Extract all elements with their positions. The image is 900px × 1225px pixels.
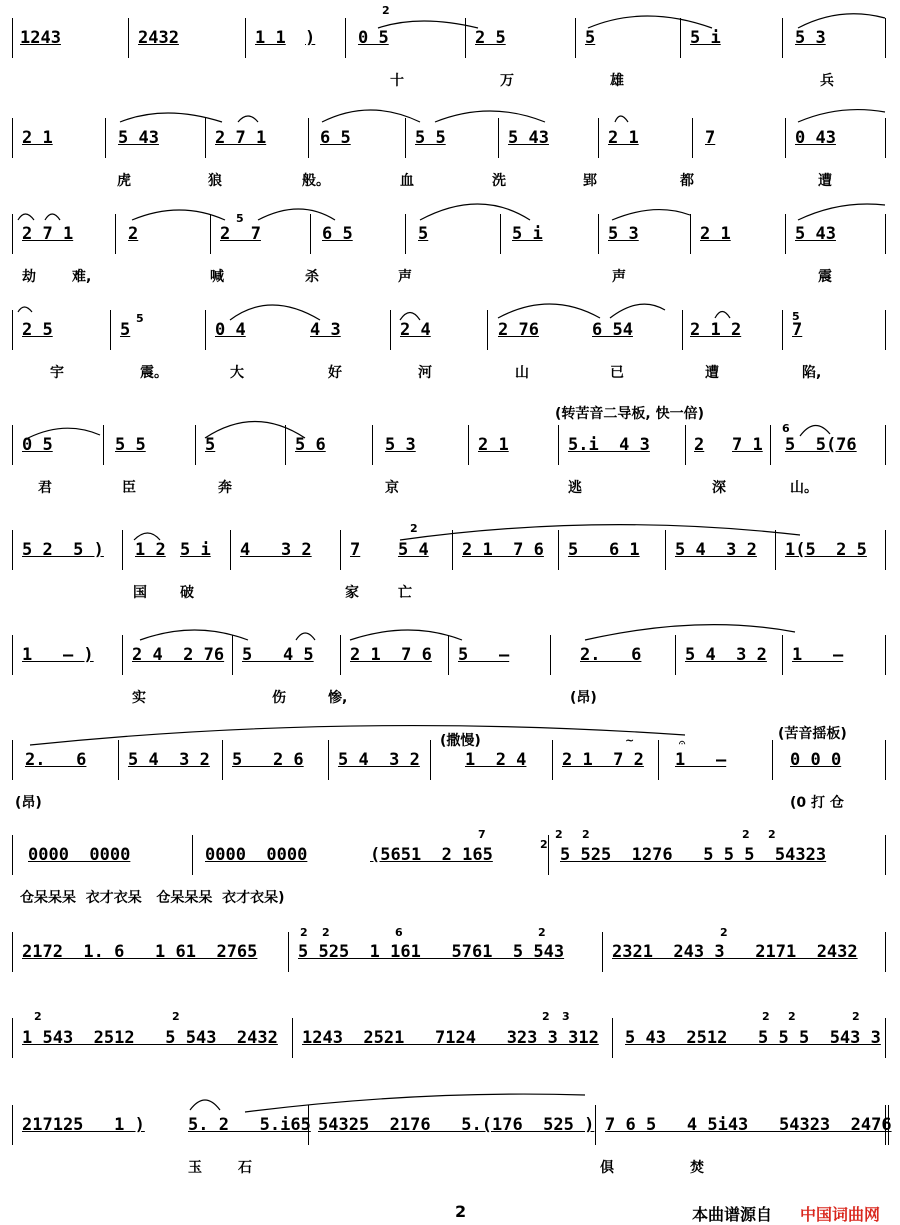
lyric: 难, [72,269,92,285]
notation-group: 2 4 2 76 [132,645,225,665]
notation-group: ) [305,28,316,48]
lyric: 山 [515,365,529,381]
grace-note: 2 [540,838,548,851]
lyric: 大 [230,365,244,381]
bar-line [692,118,693,158]
lyric: 都 [680,173,694,189]
grace-note: 2 [34,1010,42,1023]
bar-line [552,740,553,780]
bar-line [885,214,886,254]
bar-line [122,530,123,570]
notation-group: 1(5 2 5 [785,540,867,560]
grace-note: 2 [172,1010,180,1023]
notation-group: 5 – [458,645,510,665]
bar-line [345,18,346,58]
lyric: 洗 [492,173,506,189]
bar-line [685,425,686,465]
notation-group: 2321 243 3 2171 2432 [612,942,858,962]
bar-line [12,425,13,465]
bar-line [885,118,886,158]
notation-group: (5651 2 165 [370,845,493,865]
lyric: 河 [418,365,432,381]
bar-line [115,214,116,254]
tempo-annotation: (苦音揺板) [778,726,847,742]
notation-group: 2 5 [22,320,53,340]
lyric: 破 [180,585,194,601]
notation-group: 4 3 [310,320,341,340]
notation-group: 2 [694,435,705,455]
bar-line [12,932,13,972]
notation-group: 0 43 [795,128,836,148]
page-number: 2 [455,1202,467,1221]
notation-group: 0 0 0 [790,750,842,770]
notation-group: 0000 0000 [205,845,308,865]
lyric: 逃 [568,480,582,496]
notation-group: 1 – ) [22,645,94,665]
lyric: 遭 [705,365,719,381]
bar-line [12,740,13,780]
bar-line [782,18,783,58]
notation-group: 0000 0000 [28,845,131,865]
notation-group: 1243 [20,28,61,48]
notation-group: 5 [205,435,216,455]
bar-line [195,425,196,465]
bar-line [110,310,111,350]
bar-line [232,635,233,675]
notation-group: 5. 2 5.i65 [188,1115,311,1135]
bar-line [12,530,13,570]
lyric: 狼 [208,173,222,189]
bar-line [122,635,123,675]
bar-line [465,18,466,58]
grace-note: 2 [542,1010,550,1023]
notation-group: 5 43 2512 5 5 5 543 3 [625,1028,881,1048]
bar-line [372,425,373,465]
notation-group: 2 1 7 6 [350,645,432,665]
bar-line [885,310,886,350]
bar-line [405,118,406,158]
notation-group: 1 1 [255,28,286,48]
lyric: 山。 [790,480,818,496]
bar-line [885,835,886,875]
grace-note: 2 [300,926,308,939]
notation-group: 2 1 7 6 [462,540,544,560]
notation-group: 5 3 [385,435,416,455]
notation-group: 6 5 [322,224,353,244]
bar-line [285,425,286,465]
bar-line [885,530,886,570]
tempo-annotation: (转苦音二导板, 快一倍) [555,406,704,422]
bar-line [550,635,551,675]
bar-line [680,18,681,58]
bar-line [222,740,223,780]
grace-note: 2 [555,828,563,841]
grace-note: 2 [762,1010,770,1023]
bar-line [690,214,691,254]
notation-group: 2 1 [700,224,731,244]
notation-group: 7 1 [732,435,763,455]
bar-line [498,118,499,158]
lyric: 深 [712,480,726,496]
bar-line [468,425,469,465]
notation-group: 5 5(76 [785,435,857,455]
notation-group: 5 3 [795,28,826,48]
grace-note: 2 [768,828,776,841]
notation-group: 5 i [180,540,211,560]
bar-line [310,214,311,254]
bar-line [205,118,206,158]
bar-line [500,214,501,254]
notation-group: 6 54 [592,320,633,340]
notation-group: 5 5 [115,435,146,455]
notation-group: 7 [350,540,361,560]
bar-line [612,1018,613,1058]
bar-line [210,214,211,254]
lyric: 惨, [328,690,348,706]
notation-group: 2 1 [478,435,509,455]
bar-line [682,310,683,350]
bar-line [770,425,771,465]
grace-note: 6 [395,926,403,939]
lyric: 国 [133,585,147,601]
notation-group: 1 2 4 [465,750,527,770]
lyric: 亡 [398,585,412,601]
bar-line [602,932,603,972]
notation-group: 1243 2521 7124 323 3 312 [302,1028,599,1048]
bar-line [772,740,773,780]
bar-line [430,740,431,780]
fermata: 𝄐 [679,736,686,749]
lyric: 震。 [140,365,168,381]
bar-line [885,740,886,780]
bar-line [308,118,309,158]
notation-group: 5 4 5 [242,645,314,665]
grace-note: 2 [322,926,330,939]
bar-line [785,118,786,158]
bar-line [885,18,886,58]
lyric: 血 [400,173,414,189]
lyric: 万 [500,73,514,89]
notation-group: 5 6 1 [568,540,640,560]
grace-note: 2 [742,828,750,841]
lyric: 震 [818,269,832,285]
bar-line [340,530,341,570]
bar-line [390,310,391,350]
bar-line [12,1018,13,1058]
lyric: 兵 [820,73,834,89]
bar-line [595,1105,596,1145]
notation-group: 2. 6 [25,750,87,770]
notation-group: 5 525 1 161 5761 5 543 [298,942,565,962]
notation-group: 5.i 4 3 [568,435,650,455]
grace-note: 6 [782,422,790,435]
notation-group: 7 [705,128,716,148]
notation-group: 5 2 5 ) [22,540,104,560]
bar-line [452,530,453,570]
grace-note: 5 [136,312,144,325]
bar-line [292,1018,293,1058]
notation-group: 0 4 [215,320,246,340]
notation-group: 217125 1 ) [22,1115,145,1135]
bar-line [12,214,13,254]
lyric: 实 [132,690,146,706]
bar-line [448,635,449,675]
bar-line [12,1105,13,1145]
notation-group: 2 7 1 [22,224,74,244]
grace-note: 2 [852,1010,860,1023]
notation-group: 2 1 [608,128,639,148]
grace-note: 2 [582,828,590,841]
grace-note: 2 [788,1010,796,1023]
notation-group: 5 5 [415,128,446,148]
lyric: 焚 [690,1160,704,1176]
notation-group: 5 i [690,28,721,48]
bar-line [340,635,341,675]
lyric: 好 [328,365,342,381]
lyric: (昂) [570,690,597,706]
notation-group: 5 6 [295,435,326,455]
lyric: 十 [390,73,404,89]
bar-line [487,310,488,350]
bar-line [12,18,13,58]
bar-line [328,740,329,780]
bar-line [288,932,289,972]
lyric: 宇 [50,365,64,381]
lyric: 郢 [583,173,597,189]
lyric: 般。 [302,173,330,189]
slur [132,210,225,220]
lyric: 臣 [122,480,136,496]
notation-group: 0 5 [358,28,389,48]
lyric: 家 [345,585,359,601]
bar-line [245,18,246,58]
notation-group: 5 3 [608,224,639,244]
lyric: 遭 [818,173,832,189]
bar-line [775,530,776,570]
grace-note: 5 [236,212,244,225]
bar-line [885,635,886,675]
notation-group: 54325 2176 5.(176 525 ) [318,1115,595,1135]
bar-line [558,530,559,570]
lyric: 声 [612,269,626,285]
lyric: 虎 [117,173,131,189]
notation-group: 2. 6 [580,645,642,665]
bar-line [230,530,231,570]
grace-note: 2 [720,926,728,939]
notation-group: 2432 [138,28,179,48]
lyric: 京 [385,480,399,496]
lyric: 杀 [305,269,319,285]
bar-line [598,118,599,158]
notation-group: 2 1 7 2 [562,750,644,770]
bar-line [558,425,559,465]
source-label: 本曲谱源自 [692,1205,773,1224]
bar-line [782,635,783,675]
notation-group: 6 5 [320,128,351,148]
lyric: 劫 [22,269,36,285]
grace-note: 2 [410,522,418,535]
slur [205,422,305,439]
lyric: 奔 [218,480,232,496]
bar-line [575,18,576,58]
lyric: 喊 [210,269,224,285]
lyric: 玉 [188,1160,202,1176]
tempo-annotation: (撒慢) [440,733,481,749]
lyric: (昂) [15,795,42,811]
site-name: 中国词曲网 [800,1205,881,1224]
notation-group: 2 1 [22,128,53,148]
notation-group: 1 2 [135,540,166,560]
trill-mark: ~ [625,734,635,747]
notation-group: 5 4 [398,540,429,560]
lyric: 雄 [610,73,624,89]
bar-line [885,1018,886,1058]
bar-line [885,932,886,972]
notation-group: 2 7 1 [215,128,267,148]
bar-line [782,310,783,350]
bar-line [785,214,786,254]
bar-line [12,635,13,675]
bar-line [192,835,193,875]
notation-group: 2172 1. 6 1 61 2765 [22,942,258,962]
notation-group: 7 [792,320,803,340]
bar-line [548,835,549,875]
grace-note: 2 [382,4,390,17]
lyric: 石 [238,1160,252,1176]
bar-line [12,835,13,875]
notation-group: 5 43 [118,128,159,148]
notation-group: 5 43 [795,224,836,244]
lyric: 伤 [272,690,286,706]
notation-group: 0 5 [22,435,53,455]
notation-group: 7 6 5 4 5i43 54323 2476 [605,1115,892,1135]
bar-line [598,214,599,254]
notation-group: 5 525 1276 5 5 5 54323 [560,845,827,865]
bar-line [665,530,666,570]
slur [378,21,478,28]
notation-group: 1 – [792,645,844,665]
notation-group: 2 5 [475,28,506,48]
notation-group: 5 [120,320,131,340]
grace-note: 3 [562,1010,570,1023]
bar-line [12,310,13,350]
notation-group: 5 i [512,224,543,244]
grace-note: 7 [478,828,486,841]
lyric: 声 [398,269,412,285]
bar-line [12,118,13,158]
bar-line [885,425,886,465]
bar-line [103,425,104,465]
bar-line [675,635,676,675]
notation-group: 5 4 3 2 [675,540,757,560]
notation-group: 4 3 2 [240,540,312,560]
notation-group: 5 4 3 2 [685,645,767,665]
bar-line [405,214,406,254]
lyric: 陷, [802,365,822,381]
notation-group: 2 76 [498,320,539,340]
bar-line [105,118,106,158]
notation-group: 2 [128,224,139,244]
notation-group: 2 4 [400,320,431,340]
grace-note: 2 [538,926,546,939]
lyric: (0 打 仓 [790,795,844,811]
notation-group: 5 2 6 [232,750,304,770]
notation-group: 5 [585,28,596,48]
notation-group: 5 [418,224,429,244]
notation-group: 1 – [675,750,727,770]
bar-line [658,740,659,780]
notation-group: 1 543 2512 5 543 2432 [22,1028,278,1048]
notation-group: 5 43 [508,128,549,148]
grace-note: 5 [792,310,800,323]
notation-group: 5 4 3 2 [128,750,210,770]
lyric: 仓呆呆呆 衣才衣呆 仓呆呆呆 衣才衣呆) [20,890,285,906]
lyric: 君 [38,480,52,496]
bar-line [118,740,119,780]
bar-line [205,310,206,350]
notation-group: 5 4 3 2 [338,750,420,770]
lyric: 已 [610,365,624,381]
notation-group: 2 1 2 [690,320,742,340]
lyric: 俱 [600,1160,614,1176]
bar-line [128,18,129,58]
notation-group: 2 7 [220,224,261,244]
